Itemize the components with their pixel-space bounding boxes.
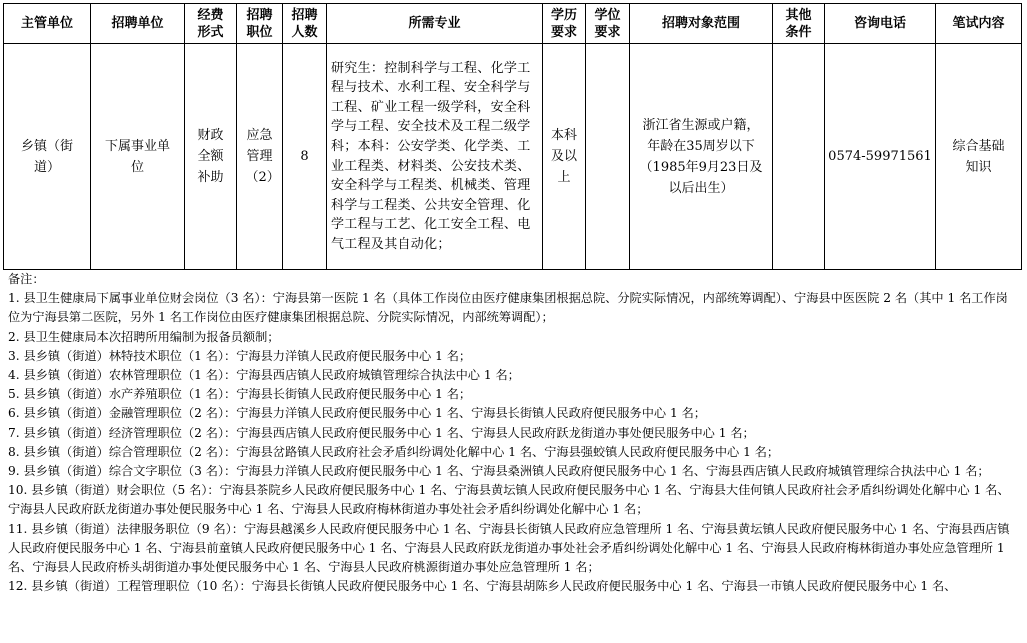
cell-major: 研究生：控制科学与工程、化学工程与技术、水利工程、安全科学与工程、矿业工程一级学科，安全科学与工程、安全技术及工程二级学科；本科：公安学类、化学类、工业工程类、材料类、公安技术类、安全科学与工程类、机械类、管理科学与工程类、公共安全管理、化学工程与工艺、化工安全工程、电气工程及其自动化； [327, 44, 543, 270]
note-item: 9. 县乡镇（街道）综合文字职位（3 名）：宁海县力洋镇人民政府便民服务中心 1 名、宁海县桑洲镇人民政府便民服务中心 1 名、宁海县西店镇人民政府城镇管理综合执法中心 1 名； [8, 464, 990, 479]
header-degree: 学位要求 [586, 4, 630, 44]
header-exam: 笔试内容 [936, 4, 1022, 44]
cell-education: 本科及以上 [543, 44, 586, 270]
header-major: 所需专业 [327, 4, 543, 44]
header-dept: 主管单位 [4, 4, 91, 44]
cell-position: 应急管理（2） [237, 44, 283, 270]
notes-title: 备注： [8, 272, 45, 286]
cell-exam: 综合基础知识 [936, 44, 1022, 270]
note-item: 1. 县卫生健康局下属事业单位财会岗位（3 名）：宁海县第一医院 1 名（具体工作岗位由医疗健康集团根据总院、分院实际情况，内部统筹调配）、宁海县中医医院 2 名（其中 1 名工作岗位为宁海县第二医院，另外 1 名工作岗位由医疗健康集团根据总院、分院实际情况，内部统筹调配）； [8, 291, 1008, 325]
note-item: 7. 县乡镇（街道）经济管理职位（2 名）：宁海县西店镇人民政府便民服务中心 1 名、宁海县人民政府跃龙街道办事处便民服务中心 1 名； [8, 425, 755, 440]
cell-scope: 浙江省生源或户籍，年龄在35周岁以下（1985年9月23日及以后出生） [630, 44, 773, 270]
header-unit: 招聘单位 [91, 4, 185, 44]
note-item: 3. 县乡镇（街道）林特技术职位（1 名）：宁海县力洋镇人民政府便民服务中心 1 名； [8, 348, 472, 363]
notes-section [8, 270, 1020, 596]
header-phone: 咨询电话 [825, 4, 936, 44]
table-row [4, 44, 1022, 270]
cell-funding: 财政全额补助 [185, 44, 237, 270]
cell-degree [586, 44, 630, 270]
cell-other [773, 44, 825, 270]
note-item: 6. 县乡镇（街道）金融管理职位（2 名）：宁海县力洋镇人民政府便民服务中心 1 名、宁海县长街镇人民政府便民服务中心 1 名； [8, 406, 706, 421]
cell-unit: 下属事业单位 [91, 44, 185, 270]
cell-dept: 乡镇（街道） [4, 44, 91, 270]
note-item: 8. 县乡镇（街道）综合管理职位（2 名）：宁海县岔路镇人民政府社会矛盾纠纷调处化解中心 1 名、宁海县强蛟镇人民政府便民服务中心 1 名； [8, 444, 780, 459]
note-item: 4. 县乡镇（街道）农林管理职位（1 名）：宁海县西店镇人民政府城镇管理综合执法中心 1 名； [8, 368, 520, 383]
header-position: 招聘职位 [237, 4, 283, 44]
note-item: 5. 县乡镇（街道）水产养殖职位（1 名）：宁海县长街镇人民政府便民服务中心 1 名； [8, 387, 472, 402]
cell-count: 8 [283, 44, 327, 270]
note-item: 2. 县卫生健康局本次招聘所用编制为报备员额制； [8, 329, 280, 344]
header-scope: 招聘对象范围 [630, 4, 773, 44]
cell-phone: 0574-59971561 [825, 44, 936, 270]
note-item: 10. 县乡镇（街道）财会职位（5 名）：宁海县茶院乡人民政府便民服务中心 1 名、宁海县黄坛镇人民政府便民服务中心 1 名、宁海县大佳何镇人民政府社会矛盾纠纷调处化解中心 1 名、宁海县人民政府跃龙街道办事处便民服务中心 1 名、宁海县人民政府梅林街道办事处社会矛盾纠纷调处化解中心 1 名； [8, 483, 1010, 517]
header-other: 其他条件 [773, 4, 825, 44]
note-item: 11. 县乡镇（街道）法律服务职位（9 名）：宁海县越溪乡人民政府便民服务中心 1 名、宁海县长街镇人民政府应急管理所 1 名、宁海县黄坛镇人民政府便民服务中心 1 名、宁海县西店镇人民政府便民服务中心 1 名、宁海县前童镇人民政府便民服务中心 1 名、宁海县人民政府跃龙街道办事处社会矛盾纠纷调处化解中心 1 名、宁海县人民政府梅林街道办事处应急管理所 1 名、宁海县人民政府桥头胡街道办事处便民服务中心 1 名、宁海县人民政府桃源街道办事处应急管理所 1 名； [8, 521, 1010, 575]
header-education: 学历要求 [543, 4, 586, 44]
header-count: 招聘人数 [283, 4, 327, 44]
header-row [4, 4, 1022, 44]
note-item: 12. 县乡镇（街道）工程管理职位（10 名）：宁海县长街镇人民政府便民服务中心 1 名、宁海县胡陈乡人民政府便民服务中心 1 名、宁海县一市镇人民政府便民服务中心 1 名、 [8, 579, 957, 594]
recruitment-table [3, 3, 1022, 270]
header-funding: 经费形式 [185, 4, 237, 44]
